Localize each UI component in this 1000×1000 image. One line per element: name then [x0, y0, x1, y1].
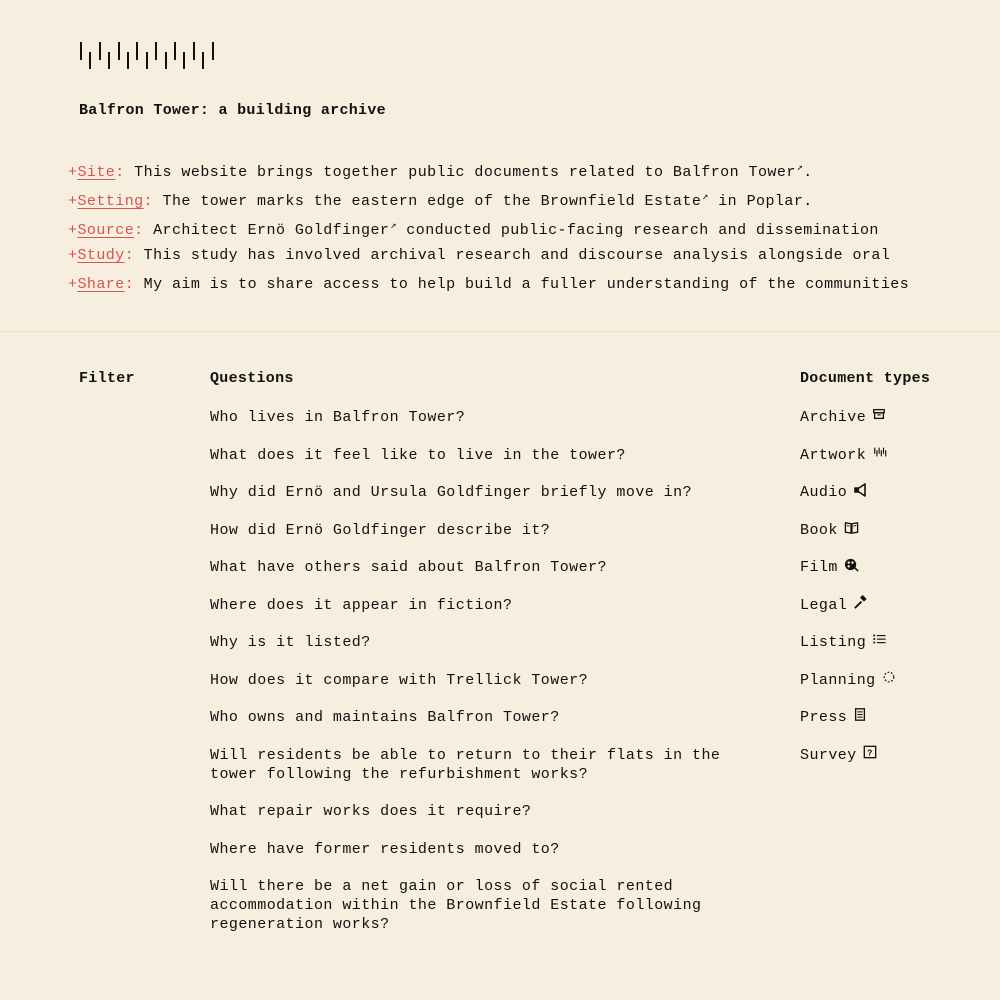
- logo-icon[interactable]: [80, 42, 220, 72]
- open-book-icon: [844, 520, 860, 536]
- intro-plus-icon: +: [68, 276, 78, 293]
- intro-text: The tower marks the eastern edge of the: [153, 193, 541, 210]
- intro-plus-icon: +: [68, 247, 78, 264]
- question-link[interactable]: Will there be a net gain or loss of social rented accommodation within the Brownfield Estate following regeneration works?: [210, 878, 702, 933]
- intro-text-after: conducted public-facing research and dissemination: [396, 222, 879, 239]
- document-type-audio[interactable]: [800, 483, 980, 521]
- divider: [0, 331, 1000, 332]
- intro-row-site: [68, 158, 968, 187]
- intro-row-source: [68, 216, 968, 245]
- document-type-legal[interactable]: [800, 596, 980, 634]
- external-link[interactable]: Ernö Goldfinger: [247, 222, 390, 239]
- list-icon: [872, 632, 888, 648]
- logo-bar: [212, 42, 214, 60]
- document-type-survey[interactable]: [800, 746, 980, 784]
- document-types-list: [800, 408, 980, 783]
- logo-bar: [80, 42, 82, 60]
- question-link[interactable]: Will residents be able to return to their flats in the tower following the refurbishment works?: [210, 746, 721, 783]
- intro-toggle-site[interactable]: Site: [77, 164, 116, 181]
- intro-toggle-share[interactable]: Share: [77, 276, 125, 293]
- document-type-label: Legal: [800, 596, 848, 614]
- external-link-icon[interactable]: ↗: [702, 192, 709, 203]
- logo-bar: [89, 52, 91, 69]
- document-types-heading: Document types: [800, 370, 931, 387]
- intro-colon: :: [143, 193, 154, 210]
- document-type-planning[interactable]: [800, 671, 980, 709]
- document-type-label: Archive: [800, 409, 867, 426]
- film-reel-icon: [844, 557, 860, 573]
- document-type-press[interactable]: [800, 708, 980, 746]
- newspaper-icon: [853, 707, 869, 723]
- intro-text-after: in Poplar.: [708, 193, 813, 210]
- document-type-label: Survey: [800, 746, 857, 764]
- intro-text-after: .: [803, 164, 813, 181]
- question-link[interactable]: Who owns and maintains Balfron Tower?: [210, 709, 560, 726]
- question-link[interactable]: Where does it appear in fiction?: [210, 596, 513, 614]
- logo-bar: [118, 42, 120, 60]
- document-type-label: Film: [800, 559, 838, 576]
- document-type-artwork[interactable]: [800, 446, 980, 484]
- external-link[interactable]: Balfron Tower: [672, 164, 796, 181]
- logo-bar: [136, 42, 138, 60]
- questions-heading: Questions: [210, 370, 294, 387]
- dotted-circle-icon: [882, 670, 898, 686]
- speaker-icon: [853, 482, 869, 498]
- intro-toggle-source[interactable]: Source: [77, 222, 135, 239]
- svg-text:?: ?: [866, 748, 873, 759]
- document-type-label: Artwork: [800, 446, 867, 464]
- intro-toggle-study[interactable]: Study: [77, 247, 125, 264]
- document-type-label: Audio: [800, 484, 848, 501]
- logo-bar: [155, 42, 157, 60]
- intro-colon: :: [124, 247, 135, 264]
- question-box-icon: [863, 745, 879, 761]
- question-link[interactable]: What have others said about Balfron Tower?: [210, 559, 607, 576]
- question-link[interactable]: Where have former residents moved to?: [210, 840, 560, 858]
- document-type-label: Planning: [800, 671, 876, 689]
- intro-plus-icon: +: [68, 222, 78, 239]
- intro-text: This study has involved archival research and discourse analysis alongside oral: [134, 247, 891, 264]
- logo-bar: [108, 52, 110, 69]
- intro-colon: :: [124, 276, 135, 293]
- intro-colon: :: [134, 222, 144, 239]
- intro-toggle-setting[interactable]: Setting: [77, 193, 144, 210]
- document-type-label: Listing: [800, 634, 867, 651]
- question-link[interactable]: What does it feel like to live in the tower?: [210, 446, 626, 464]
- artwork-lines-icon: [872, 445, 888, 461]
- external-link-icon[interactable]: ↗: [796, 163, 804, 174]
- logo-bar: [183, 52, 185, 69]
- intro-text: My aim is to share access to help build a fuller understanding of the communities: [134, 276, 910, 293]
- question-link[interactable]: Why is it listed?: [210, 634, 371, 651]
- question-link[interactable]: What repair works does it require?: [210, 803, 532, 820]
- intro-row-study: [68, 245, 968, 274]
- question-link[interactable]: Why did Ernö and Ursula Goldfinger briefly move in?: [210, 484, 693, 501]
- logo-bar: [193, 42, 195, 60]
- gavel-icon: [853, 595, 869, 611]
- external-link-icon[interactable]: ↗: [390, 221, 397, 232]
- external-link[interactable]: Brownfield Estate: [540, 193, 702, 210]
- intro-plus-icon: +: [68, 193, 78, 210]
- document-type-film[interactable]: [800, 558, 980, 596]
- archive-box-icon: [872, 407, 888, 423]
- intro-section: [68, 158, 968, 303]
- intro-text: Architect: [143, 222, 248, 239]
- document-type-label: Book: [800, 521, 838, 539]
- filter-heading[interactable]: Filter: [79, 370, 135, 387]
- logo-bar: [127, 52, 129, 69]
- logo-bar: [174, 42, 176, 60]
- document-type-archive[interactable]: [800, 408, 980, 446]
- intro-text: This website brings together public documents related to: [124, 164, 673, 181]
- question-link[interactable]: How did Ernö Goldfinger describe it?: [210, 521, 551, 539]
- document-type-book[interactable]: [800, 521, 980, 559]
- document-type-listing[interactable]: [800, 633, 980, 671]
- logo-bar: [202, 52, 204, 69]
- intro-row-share: [68, 274, 968, 303]
- intro-plus-icon: +: [68, 164, 78, 181]
- logo-bar: [165, 52, 167, 69]
- intro-colon: :: [115, 164, 125, 181]
- questions-list: [210, 408, 750, 953]
- intro-row-setting: [68, 187, 968, 216]
- logo-bar: [146, 52, 148, 69]
- question-link[interactable]: How does it compare with Trellick Tower?: [210, 671, 589, 689]
- document-type-label: Press: [800, 709, 848, 726]
- page-title: Balfron Tower: a building archive: [79, 102, 386, 119]
- question-link[interactable]: Who lives in Balfron Tower?: [210, 409, 466, 426]
- logo-bar: [99, 42, 101, 60]
